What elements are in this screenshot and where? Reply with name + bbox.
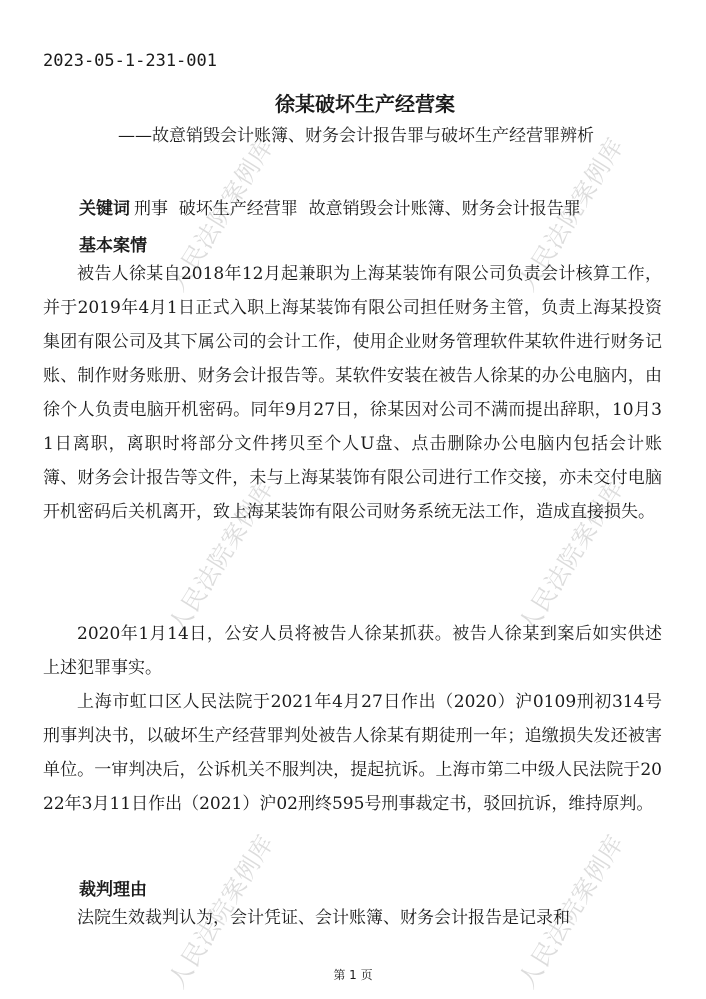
paragraph: 2020年1月14日，公安人员将被告人徐某抓获。被告人徐某到案后如实供述上述犯罪事实。 bbox=[43, 624, 662, 678]
page-number: 第 1 页 bbox=[333, 968, 373, 982]
watermark: 人民法院案例库 bbox=[163, 132, 280, 297]
section-heading-basic-facts: 基本案情 bbox=[79, 236, 147, 256]
document-subtitle: ——故意销毁会计账簿、财务会计报告罪与破坏生产经营罪辨析 bbox=[118, 126, 594, 146]
paragraph: 法院生效裁判认为，会计凭证、会计账簿、财务会计报告是记录和 bbox=[77, 908, 570, 928]
section-heading-reasons: 裁判理由 bbox=[79, 880, 147, 900]
paragraph: 被告人徐某自2018年12月起兼职为上海某装饰有限公司负责会计核算工作，并于2019年4月1日正式入职上海某装饰有限公司担任财务主管，负责上海某投资集团有限公司及其下属公司的会计工作，使用企业财务管理软件某软件进行财务记账、制作财务账册、财务会计报告等。某软件安装在被告人徐某的办公电脑内，由徐个人负责电脑开机密码。同年9月27日，徐某因对公司不满而提出辞职，10月31日离职，离职时将部分文件拷贝至个人U盘、点击删除办公电脑内包括会计账簿、财务会计报告等文件，未与上海某装饰有限公司进行工作交接，亦未交付电脑开机密码后关机离开，致上海某装饰有限公司财务系统无法工作，造成直接损失。 bbox=[43, 264, 662, 522]
watermark: 人民法院案例库 bbox=[163, 474, 280, 639]
paragraph: 上海市虹口区人民法院于2021年4月27日作出（2020）沪0109刑初314号刑事判决书，以破坏生产经营罪判处被告人徐某有期徒刑一年；追缴损失发还被害单位。一审判决后，公诉机关不服判决，提起抗诉。上海市第二中级人民法院于2022年3月11日作出（2021）沪02刑终595号刑事裁定书，驳回抗诉，维持原判。 bbox=[43, 692, 662, 814]
watermark: 人民法院案例库 bbox=[513, 829, 630, 994]
keywords-line bbox=[79, 194, 581, 219]
case-number: 2023-05-1-231-001 bbox=[43, 51, 217, 71]
keywords-terms: 刑事 破坏生产经营罪 故意销毁会计账簿、财务会计报告罪 bbox=[134, 199, 581, 219]
watermark: 人民法院案例库 bbox=[163, 829, 280, 994]
watermark: 人民法院案例库 bbox=[513, 132, 630, 297]
keywords-label: 关键词 bbox=[79, 199, 130, 219]
document-title: 徐某破坏生产经营案 bbox=[275, 92, 455, 116]
watermark: 人民法院案例库 bbox=[513, 474, 630, 639]
